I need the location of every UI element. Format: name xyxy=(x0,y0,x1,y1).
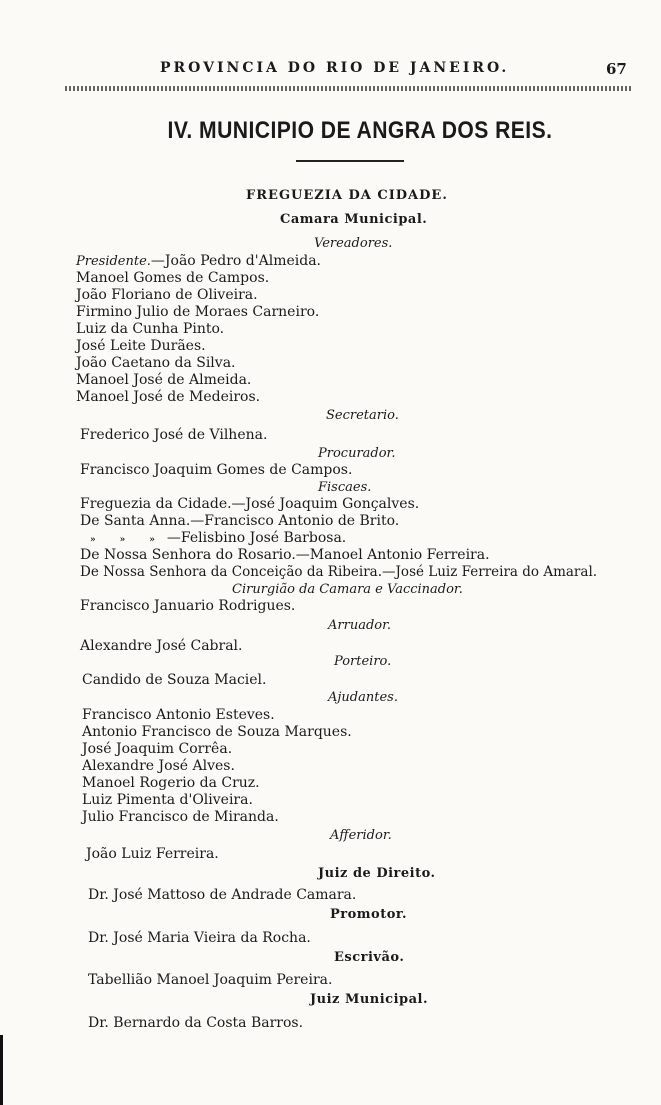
heading-vereadores: Vereadores. xyxy=(314,236,393,251)
heading-afferidor: Afferidor. xyxy=(330,828,392,843)
ajudante: Luiz Pimenta d'Oliveira. xyxy=(82,792,253,808)
fiscal-entry: Freguezia da Cidade.—José Joaquim Gonçalves. xyxy=(80,496,420,512)
procurador-name: Francisco Joaquim Gomes de Campos. xyxy=(80,462,353,478)
heading-promotor: Promotor. xyxy=(330,907,408,922)
heading-juiz-direito: Juiz de Direito. xyxy=(318,866,436,881)
heading-escrivao: Escrivão. xyxy=(334,950,405,965)
ornamental-rule xyxy=(65,86,631,91)
cirurgiao-name: Francisco Januario Rodrigues. xyxy=(80,598,296,614)
heading-secretario: Secretario. xyxy=(326,408,399,423)
ditto-mark: » xyxy=(149,535,155,545)
title-rule xyxy=(296,160,404,162)
arruador-name: Alexandre José Cabral. xyxy=(80,638,243,654)
scan-edge-mark xyxy=(0,1035,3,1105)
ajudante: Julio Francisco de Miranda. xyxy=(82,809,279,825)
ditto-mark: » xyxy=(119,535,126,545)
afferidor-name: João Luiz Ferreira. xyxy=(86,846,219,862)
chapter-title: IV. MUNICIPIO DE ANGRA DOS REIS. xyxy=(167,117,553,144)
parish-title: FREGUEZIA DA CIDADE. xyxy=(246,188,448,203)
council-title: Camara Municipal. xyxy=(280,212,428,227)
heading-cirurgiao: Cirurgião da Camara e Vaccinador. xyxy=(232,582,463,597)
fiscal-entry: De Nossa Senhora da Conceição da Ribeira.—José Luiz Ferreira do Amaral. xyxy=(80,564,598,580)
fiscal-entry: De Nossa Senhora do Rosario.—Manoel Antonio Ferreira. xyxy=(80,547,490,563)
juiz-municipal-name: Dr. Bernardo da Costa Barros. xyxy=(88,1015,304,1031)
fiscal-entry: De Santa Anna.—Francisco Antonio de Brito. xyxy=(80,513,400,529)
president-line xyxy=(76,253,321,270)
ajudante: José Joaquim Corrêa. xyxy=(82,741,233,757)
heading-fiscaes: Fiscaes. xyxy=(318,480,372,495)
vereador: José Leite Durães. xyxy=(76,338,206,354)
president-name: —João Pedro d'Almeida. xyxy=(150,253,321,269)
page-number: 67 xyxy=(606,60,627,78)
promotor-name: Dr. José Maria Vieira da Rocha. xyxy=(88,930,311,946)
vereador: Manoel José de Almeida. xyxy=(76,372,252,388)
vereador: Firmino Julio de Moraes Carneiro. xyxy=(76,304,320,320)
ajudante: Antonio Francisco de Souza Marques. xyxy=(82,724,352,740)
heading-porteiro: Porteiro. xyxy=(334,654,392,669)
president-label: Presidente. xyxy=(76,254,151,269)
vereador: Manoel Gomes de Campos. xyxy=(76,270,270,286)
vereador: Luiz da Cunha Pinto. xyxy=(76,321,225,337)
fiscal-ditto-name: —Felisbino José Barbosa. xyxy=(166,530,347,546)
juiz-direito-name: Dr. José Mattoso de Andrade Camara. xyxy=(88,887,357,903)
secretario-name: Frederico José de Vilhena. xyxy=(80,427,268,443)
ajudante: Francisco Antonio Esteves. xyxy=(82,707,275,723)
heading-ajudantes: Ajudantes. xyxy=(328,690,398,705)
vereador: João Caetano da Silva. xyxy=(76,355,236,371)
ajudante: Alexandre José Alves. xyxy=(82,758,235,774)
vereador: Manoel José de Medeiros. xyxy=(76,389,261,405)
porteiro-name: Candido de Souza Maciel. xyxy=(82,672,267,688)
ajudante: Manoel Rogerio da Cruz. xyxy=(82,775,260,791)
heading-procurador: Procurador. xyxy=(318,446,396,461)
fiscal-entry-ditto xyxy=(90,530,346,548)
vereador: João Floriano de Oliveira. xyxy=(76,287,258,303)
heading-arruador: Arruador. xyxy=(328,618,392,633)
heading-juiz-municipal: Juiz Municipal. xyxy=(310,992,429,1007)
escrivao-name: Tabellião Manoel Joaquim Pereira. xyxy=(88,972,333,988)
running-head: PROVINCIA DO RIO DE JANEIRO. xyxy=(160,60,510,76)
ditto-mark: » xyxy=(90,535,96,545)
